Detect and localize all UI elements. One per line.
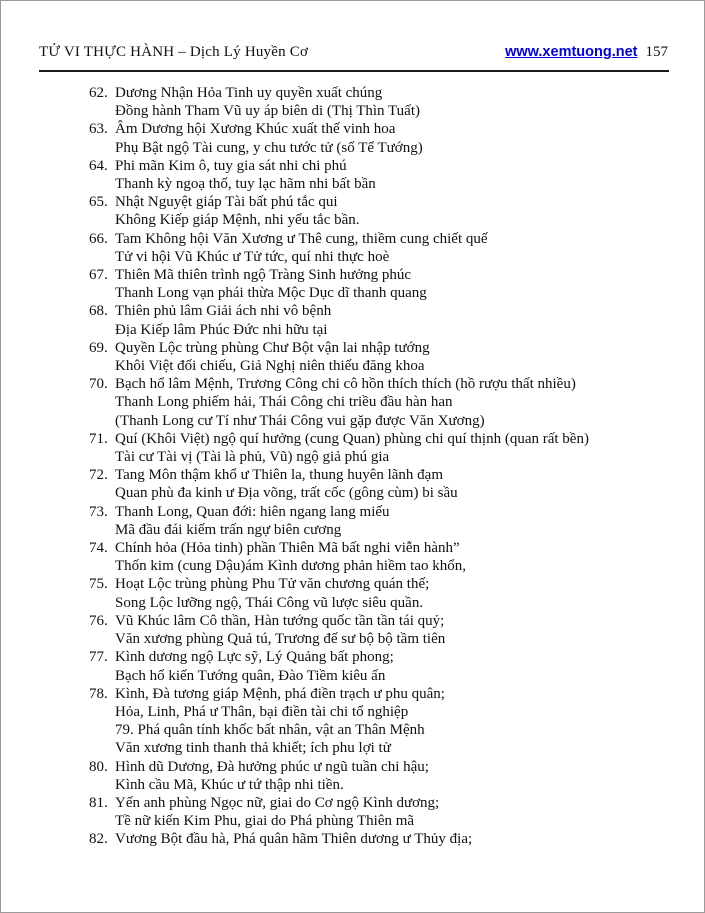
verse-line — [39, 139, 684, 157]
verse-line — [39, 812, 684, 830]
verse-line — [39, 102, 684, 120]
verse-text: Tam Không hội Văn Xương ư Thê cung, thiềm cung chiết quế — [115, 230, 488, 247]
verse-text: Nhật Nguyệt giáp Tài bất phú tắc qui — [115, 194, 338, 211]
verse-line — [39, 84, 684, 102]
verse-text: Thiên Mã thiên trình ngộ Tràng Sinh hưởng phúc — [115, 267, 412, 284]
book-title: TỬ VI THỰC HÀNH – Dịch Lý Huyền Cơ — [39, 44, 309, 60]
verse-text: Thanh kỳ ngoạ thố, tuy lạc hãm nhi bất bần — [115, 176, 376, 193]
verse-text: Hoạt Lộc trùng phùng Phu Tử văn chương quán thế; — [115, 576, 430, 593]
verse-line — [39, 758, 684, 776]
verse-line — [39, 503, 684, 521]
verse-line — [39, 685, 684, 703]
verse-line — [39, 357, 684, 375]
verse-text: Thanh Long, Quan đới: hiên ngang lang miếu — [115, 503, 390, 520]
verse-text: Tề nữ kiến Kim Phu, giai do Phá phùng Thiên mã — [115, 813, 415, 830]
verse-line — [39, 521, 684, 539]
verse-number: 62. — [89, 85, 108, 101]
verse-number: 72. — [89, 467, 108, 484]
verse-line — [39, 484, 684, 502]
verse-text: Vũ Khúc lâm Cô thần, Hàn tướng quốc tần tần tái quỷ; — [115, 612, 445, 629]
verse-line — [39, 594, 684, 612]
verse-text: Đồng hành Tham Vũ uy áp biên di (Thị Thìn Tuất) — [115, 103, 420, 120]
verse-line — [39, 648, 684, 666]
verse-number: 75. — [89, 576, 108, 593]
verse-number: 67. — [89, 267, 108, 284]
verse-text: Quan phù đa kinh ư Địa võng, trất cốc (gông cùm) bi sầu — [115, 485, 458, 502]
verse-text: Hỏa, Linh, Phá ư Thân, bại điền tài chi tổ nghiệp — [115, 703, 409, 720]
verse-line — [39, 776, 684, 794]
verse-line — [39, 830, 684, 848]
verse-number: 71. — [89, 430, 108, 447]
verse-number: 63. — [89, 121, 108, 138]
verse-line — [39, 193, 684, 211]
verse-number: 78. — [89, 685, 108, 702]
verse-number: 70. — [89, 376, 108, 393]
verse-text: Khôi Việt đối chiếu, Giả Nghị niên thiếu đăng khoa — [115, 358, 425, 375]
verse-text: Tử vi hội Vũ Khúc ư Tử tức, quí nhi thực hoè — [115, 248, 390, 265]
verse-line — [39, 575, 684, 593]
verse-text: Thiên phủ lâm Giải ách nhi vô bệnh — [115, 303, 332, 320]
verse-text: Văn xương phùng Quả tú, Trương đế sư bộ bộ tầm tiên — [115, 631, 446, 648]
verse-text: Không Kiếp giáp Mệnh, nhi yểu tắc bần. — [115, 212, 360, 229]
verse-text: Vương Bột đầu hà, Phá quân hãm Thiên dương ư Thủy địa; — [115, 831, 473, 848]
verse-line — [39, 157, 684, 175]
verse-number: 64. — [89, 157, 108, 174]
verse-number: 68. — [89, 303, 108, 320]
verse-text: Bạch hổ kiến Tướng quân, Đào Tiềm kiêu ấn — [115, 667, 386, 684]
verse-line — [39, 266, 684, 284]
verse-text: Chính hỏa (Hỏa tinh) phần Thiên Mã bất nghi viễn hành” — [115, 540, 460, 557]
verse-number: 69. — [89, 339, 108, 356]
verse-text: Địa Kiếp lâm Phúc Đức nhi hữu tại — [115, 321, 328, 338]
verse-text: Kình dương ngộ Lực sỹ, Lý Quảng bất phong; — [115, 649, 394, 666]
verse-line — [39, 539, 684, 557]
verse-line — [39, 230, 684, 248]
verse-line — [39, 211, 684, 229]
verse-text: Hình dũ Dương, Đà hưởng phúc ư ngũ tuần chi hậu; — [115, 758, 429, 775]
verse-line — [39, 120, 684, 138]
verse-text: Quí (Khôi Việt) ngộ quí hưởng (cung Quan) phùng chi quí thịnh (quan rất bền) — [115, 430, 589, 447]
verse-line — [39, 393, 684, 411]
header-right — [505, 43, 668, 61]
verse-text: Mã đầu đái kiếm trấn ngự biên cương — [115, 521, 342, 538]
verse-text: Thanh Long phiếm hải, Thái Công chi triều đầu hàn han — [115, 394, 453, 411]
verse-number: 82. — [89, 831, 108, 848]
verse-line — [39, 721, 684, 739]
verse-text: Kình cầu Mã, Khúc ư tứ thập nhi tiền. — [115, 776, 344, 793]
verse-line — [39, 630, 684, 648]
verse-line — [39, 430, 684, 448]
verse-text: Tang Môn thậm khổ ư Thiên la, thung huyên lãnh đạm — [115, 467, 444, 484]
verse-text: Kình, Đà tương giáp Mệnh, phá điền trạch ư phu quân; — [115, 685, 445, 702]
verse-line — [39, 448, 684, 466]
verse-text: Âm Dương hội Xương Khúc xuất thế vinh hoa — [115, 121, 396, 138]
verse-number: 77. — [89, 649, 108, 666]
verse-text: Phi mãn Kim ô, tuy gia sát nhi chi phú — [115, 157, 347, 174]
verse-text: Bạch hổ lâm Mệnh, Trương Công chi cô hồn thích thích (hồ rượu thất nhiều) — [115, 376, 576, 393]
verse-text: Thanh Long vạn phái thừa Mộc Dục dĩ thanh quang — [115, 285, 427, 302]
verse-line — [39, 612, 684, 630]
verse-number: 65. — [89, 194, 108, 211]
verse-text: Thốn kim (cung Dậu)ám Kình dương phản hiềm tao khổn, — [115, 558, 466, 575]
verse-line — [39, 248, 684, 266]
header-divider — [39, 70, 669, 72]
verse-text: Tài cư Tài vị (Tài là phủ, Vũ) ngộ giả phú gia — [115, 449, 390, 466]
verse-line — [39, 739, 684, 757]
verse-text: (Thanh Long cư Tí như Thái Công vui gặp được Văn Xương) — [115, 412, 485, 429]
verse-number: 66. — [89, 230, 108, 247]
verse-line — [39, 302, 684, 320]
verse-line — [39, 175, 684, 193]
page-number: 157 — [645, 44, 668, 60]
verse-text: Yến anh phùng Ngọc nữ, giai do Cơ ngộ Kình dương; — [115, 794, 440, 811]
verse-text: Dương Nhận Hỏa Tinh uy quyền xuất chúng — [115, 85, 383, 101]
verse-line — [39, 375, 684, 393]
verse-line — [39, 339, 684, 357]
verse-line — [39, 412, 684, 430]
verse-number: 80. — [89, 758, 108, 775]
website-link[interactable]: www.xemtuong.net — [505, 44, 638, 60]
verse-line — [39, 284, 684, 302]
verse-line — [39, 557, 684, 575]
verse-number: 73. — [89, 503, 108, 520]
verse-line — [39, 321, 684, 339]
verse-text: Văn xương tinh thanh thả khiết; ích phu lợi tử — [115, 740, 391, 757]
verse-text: Song Lộc lưỡng ngộ, Thái Công vũ lược siêu quần. — [115, 594, 424, 611]
verse-line — [39, 667, 684, 685]
verse-number: 76. — [89, 612, 108, 629]
verse-line — [39, 466, 684, 484]
page-header — [39, 43, 668, 61]
verse-text: 79. Phá quân tính khốc bất nhân, vật an Thân Mệnh — [115, 722, 425, 739]
verse-text: Phụ Bật ngộ Tài cung, y chu tước tử (số Tể Tướng) — [115, 139, 423, 156]
verse-line — [39, 794, 684, 812]
verse-list — [39, 84, 684, 849]
verse-number: 74. — [89, 540, 108, 557]
verse-text: Quyền Lộc trùng phùng Chư Bột vận lai nhập tướng — [115, 339, 430, 356]
verse-number: 81. — [89, 794, 108, 811]
verse-line — [39, 703, 684, 721]
